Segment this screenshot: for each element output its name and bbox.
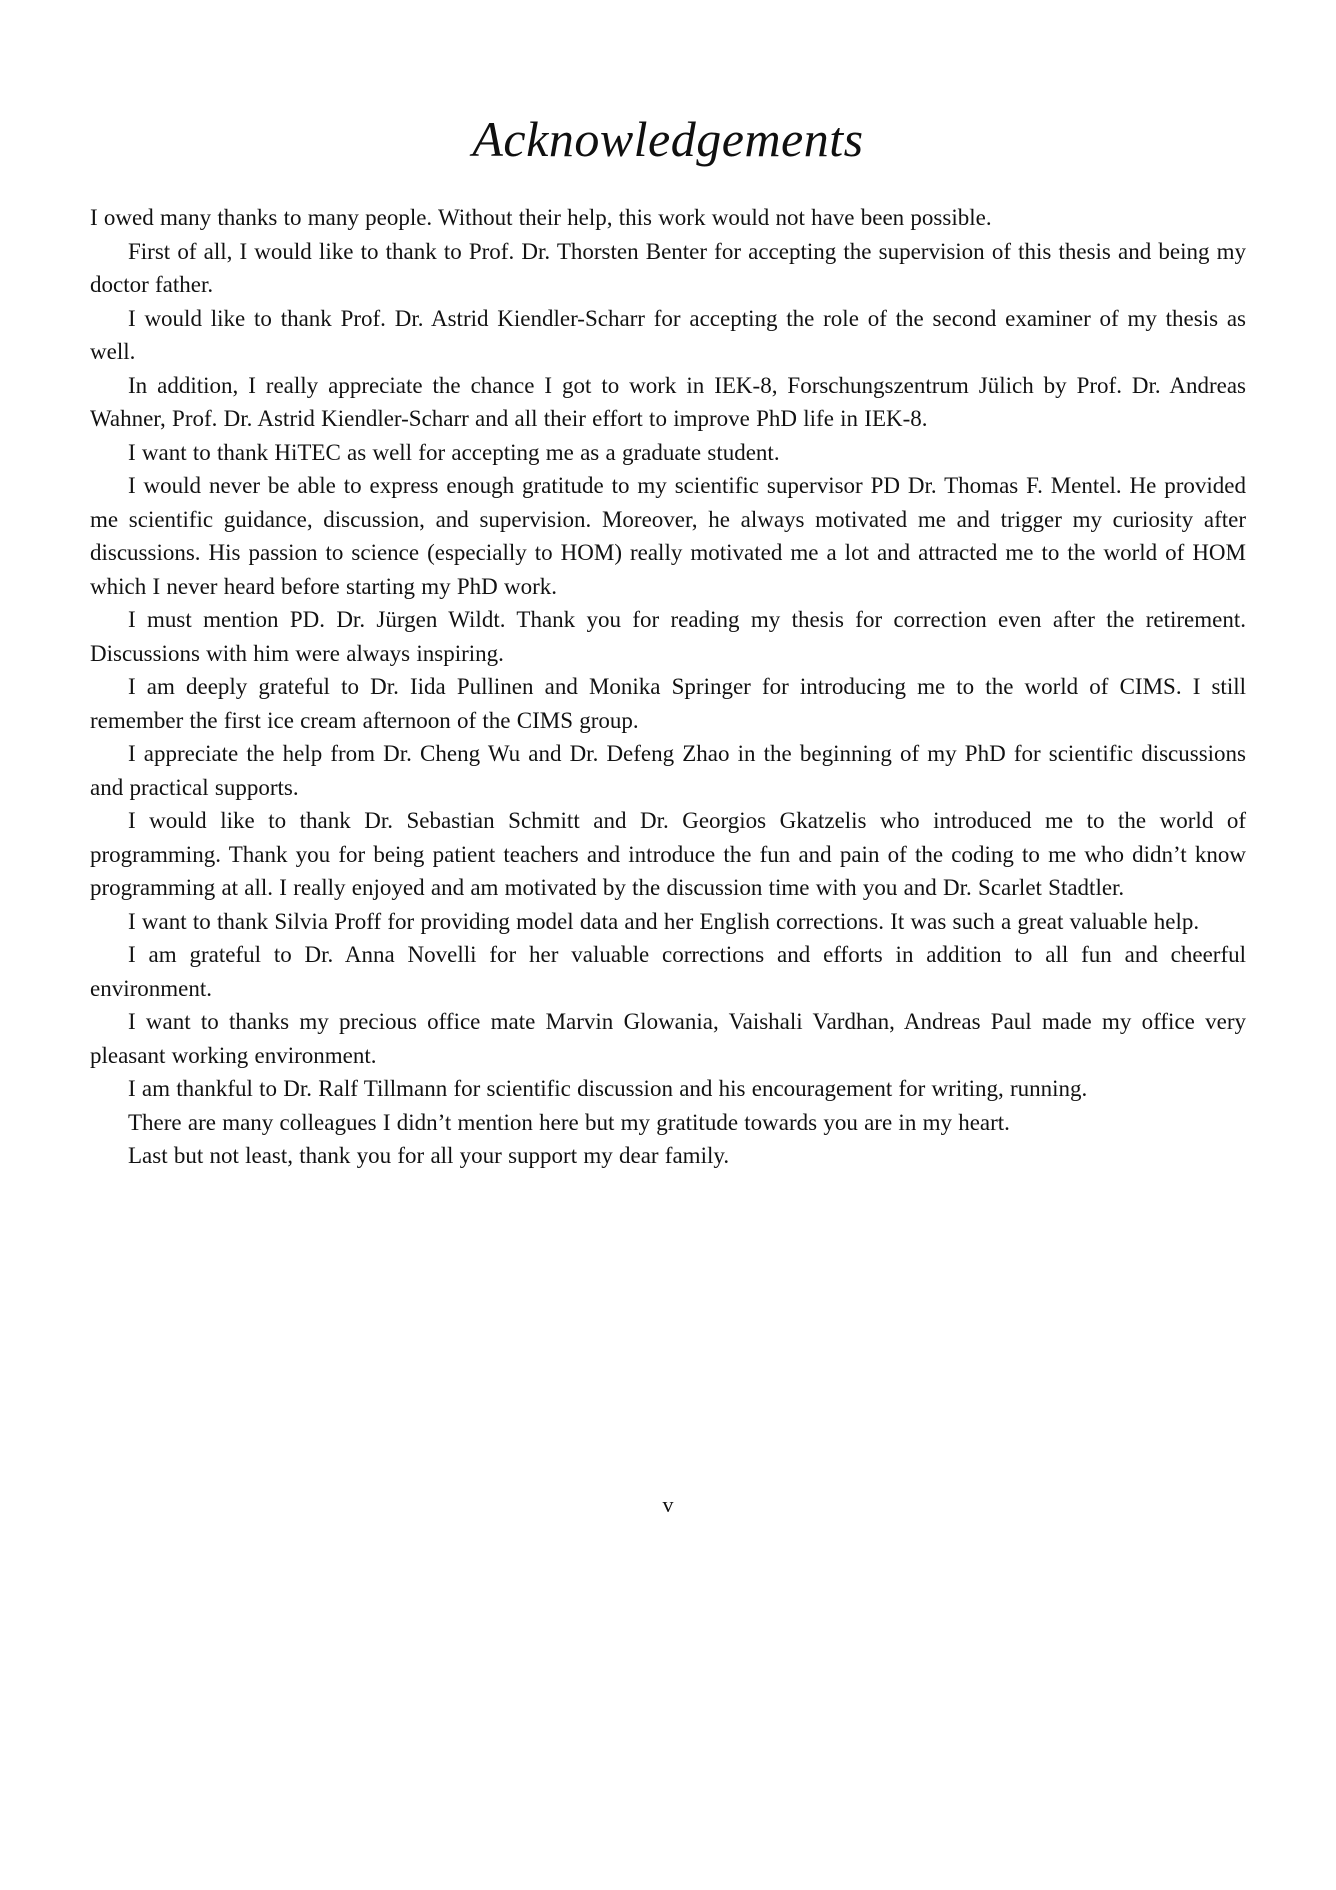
paragraph: In addition, I really appreciate the chance I got to work in IEK-8, Forschungszentrum Jülich by Prof. Dr. Andreas Wahner, Prof. Dr. Astrid Kiendler-Scharr and all their effort to improve PhD life in IEK-8. — [90, 372, 1246, 431]
text-block — [90, 112, 1246, 1173]
paragraph: I must mention PD. Dr. Jürgen Wildt. Thank you for reading my thesis for correction even after the retirement. Discussions with him were always inspiring. — [90, 607, 1246, 666]
paragraph: I am grateful to Dr. Anna Novelli for her valuable corrections and efforts in addition to all fun and cheerful environment. — [90, 942, 1246, 1001]
paragraph: I appreciate the help from Dr. Cheng Wu and Dr. Defeng Zhao in the beginning of my PhD for scientific discussions and practical supports. — [90, 741, 1246, 800]
paragraph: I want to thanks my precious office mate Marvin Glowania, Vaishali Vardhan, Andreas Paul made my office very pleasant working environment. — [90, 1009, 1246, 1068]
paragraph: I would like to thank Prof. Dr. Astrid Kiendler-Scharr for accepting the role of the second examiner of my thesis as well. — [90, 305, 1246, 364]
paragraph: I owed many thanks to many people. Without their help, this work would not have been possible. — [90, 205, 992, 230]
paragraph: I would never be able to express enough gratitude to my scientific supervisor PD Dr. Thomas F. Mentel. He provided me scientific guidance, discussion, and supervision. Moreover, he always motivated me and trigger my curiosity after discussions. His passion to science (especially to HOM) really motivated me a lot and attracted me to the world of HOM which I never heard before starting my PhD work. — [90, 473, 1246, 599]
paragraph: First of all, I would like to thank to Prof. Dr. Thorsten Benter for accepting the supervision of this thesis and being my doctor father. — [90, 238, 1246, 297]
paragraph: Last but not least, thank you for all your support my dear family. — [128, 1143, 730, 1168]
paragraph: There are many colleagues I didn’t mention here but my gratitude towards you are in my heart. — [128, 1109, 1010, 1135]
paragraph: I am thankful to Dr. Ralf Tillmann for scientific discussion and his encouragement for writing, running. — [128, 1076, 1088, 1101]
page-title: Acknowledgements — [472, 111, 864, 167]
page-number: v — [662, 1492, 674, 1517]
paragraph: I want to thank Silvia Proff for providing model data and her English corrections. It was such a great valuable help. — [128, 908, 1200, 934]
paragraph: I am deeply grateful to Dr. Iida Pullinen and Monika Springer for introducing me to the world of CIMS. I still remember the first ice cream afternoon of the CIMS group. — [90, 674, 1246, 733]
paragraph: I would like to thank Dr. Sebastian Schmitt and Dr. Georgios Gkatzelis who introduced me to the world of programming. Thank you for being patient teachers and introduce the fun and pain of the coding to me who didn’t know programming at all. I really enjoyed and am motivated by the discussion time with you and Dr. Scarlet Stadtler. — [90, 808, 1246, 900]
paragraph: I want to thank HiTEC as well for accepting me as a graduate student. — [128, 439, 780, 465]
